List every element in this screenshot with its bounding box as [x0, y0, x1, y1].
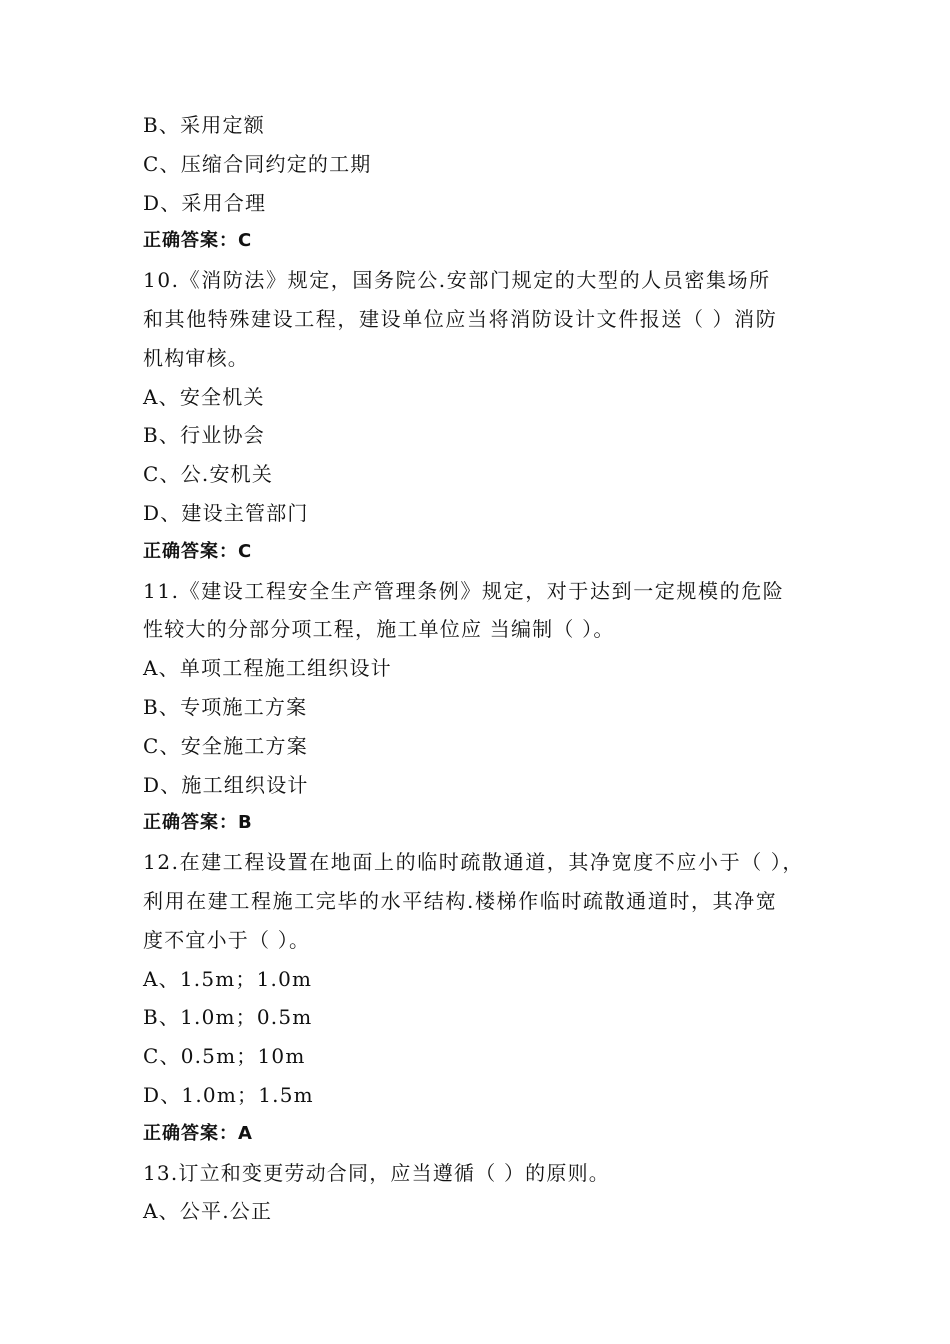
question-line: 度不宜小于（ ）。: [143, 927, 311, 952]
option-line: C、安全施工方案: [143, 733, 308, 758]
answer-line: 正确答案：C: [143, 540, 253, 562]
question-line: 12.在建工程设置在地面上的临时疏散通道，其净宽度不应小于（ ），: [143, 850, 804, 875]
option-line: D、建设主管部门: [143, 500, 309, 525]
option-line: C、0.5m；10m: [143, 1044, 306, 1069]
option-line: B、行业协会: [143, 423, 265, 448]
answer-line: 正确答案：C: [143, 230, 253, 252]
option-line: A、公平.公正: [143, 1199, 273, 1224]
question-line: 利用在建工程施工完毕的水平结构.楼梯作临时疏散通道时，其净宽: [143, 888, 778, 913]
question-line: 性较大的分部分项工程，施工单位应 当编制（ ）。: [143, 617, 615, 642]
option-line: A、1.5m；1.0m: [143, 966, 313, 991]
option-line: C、公.安机关: [143, 462, 274, 487]
question-line: 11.《建设工程安全生产管理条例》规定，对于达到一定规模的危险: [143, 578, 785, 603]
answer-line: 正确答案：B: [143, 812, 253, 834]
option-line: A、安全机关: [143, 384, 265, 409]
option-line: D、施工组织设计: [143, 772, 309, 797]
option-line: C、压缩合同约定的工期: [143, 151, 372, 176]
option-line: B、1.0m；0.5m: [143, 1005, 313, 1030]
option-line: B、专项施工方案: [143, 694, 308, 719]
option-line: D、采用合理: [143, 190, 267, 215]
question-line: 13.订立和变更劳动合同，应当遵循（ ）的原则。: [143, 1160, 610, 1185]
question-line: 机构审核。: [143, 345, 249, 370]
question-line: 和其他特殊建设工程，建设单位应当将消防设计文件报送（ ）消防: [143, 306, 778, 331]
answer-line: 正确答案：A: [143, 1122, 253, 1144]
option-line: D、1.0m；1.5m: [143, 1082, 314, 1107]
option-line: B、采用定额: [143, 113, 265, 137]
option-line: A、单项工程施工组织设计: [143, 656, 392, 681]
exam-content: [143, 106, 823, 1231]
question-line: 10.《消防法》规定，国务院公.安部门规定的大型的人员密集场所: [143, 268, 771, 293]
